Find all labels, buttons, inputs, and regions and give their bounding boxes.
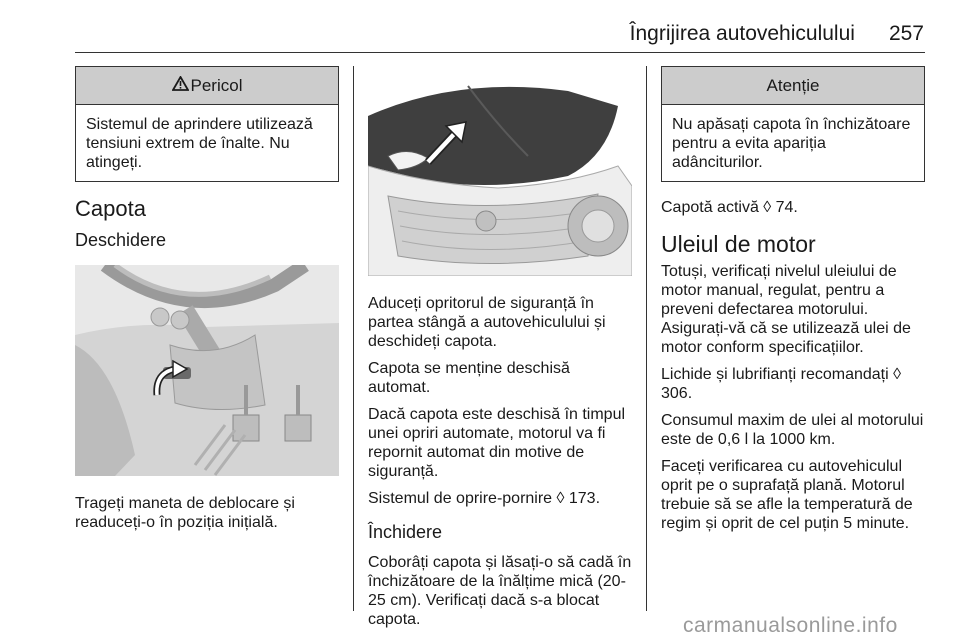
warning-triangle-icon (172, 76, 189, 96)
caution-box-title: Atenție (662, 67, 924, 105)
page-number: 257 (888, 22, 924, 45)
danger-box-body: Sistemul de aprindere utilizează tensiuni extrem de înalte. Nu atingeți. (86, 116, 313, 171)
paragraph-hood-held: Capota se menține deschisă automat. (368, 360, 570, 396)
column-1 (75, 66, 339, 540)
page-header (630, 22, 924, 46)
section-title-engine-oil: Uleiul de motor (661, 231, 816, 257)
header-rule (75, 52, 925, 53)
paragraph-open-hood: Aduceți opritorul de siguranță în partea stângă a autovehiculului și deschideți capota. (368, 295, 606, 350)
cross-reference-stop-start: Sistemul de oprire-pornire ◊ 173. (368, 490, 601, 507)
watermark: carmanualsonline.info (683, 614, 898, 637)
danger-box (75, 66, 339, 182)
section-title-capota: Capota (75, 196, 146, 221)
column-2 (368, 66, 632, 637)
danger-box-title: Pericol (76, 67, 338, 105)
subsection-title-inchidere: Închidere (368, 522, 443, 542)
column-3 (661, 66, 925, 541)
column-divider-1 (353, 66, 354, 611)
caution-box (661, 66, 925, 182)
column-divider-2 (646, 66, 647, 611)
hood-open-image (368, 66, 632, 276)
figure1-caption: Trageți maneta de deblocare și readuceți-o în poziția inițială. (75, 495, 295, 531)
paragraph-autostop: Dacă capota este deschisă în timpul unei opriri automate, motorul va fi repornit automat din motive de siguranță. (368, 406, 626, 480)
cross-reference-fluids: Lichide și lubrifianți recomandați ◊ 306. (661, 366, 902, 402)
paragraph-check-oil: Totuși, verificați nivelul uleiului de motor manual, regulat, pentru a preveni defectarea motorului. Asigurați-vă că se utilizează ulei de motor conform specificațiilor. (661, 263, 911, 356)
subsection-title-deschidere: Deschidere (75, 230, 167, 250)
cross-reference-active-hood: Capotă activă ◊ 74. (661, 199, 798, 216)
header-title: Îngrijirea autovehiculului (629, 22, 855, 45)
paragraph-oil-consumption: Consumul maxim de ulei al motorului este de 0,6 l la 1000 km. (661, 412, 924, 448)
hood-release-lever-image (75, 265, 339, 476)
paragraph-close-hood: Coborâți capota și lăsați-o să cadă în închizătoare de la înălțime mică (20-25 cm). Verificați dacă s-a blocat capota. (368, 554, 632, 628)
paragraph-check-conditions: Faceți verificarea cu autovehiculul oprit pe o suprafață plană. Motorul trebuie să se afle la temperatură de regim și oprit de cel puțin 5 minute. (661, 458, 913, 532)
caution-box-body: Nu apăsați capota în închizătoare pentru a evita apariția adânciturilor. (672, 116, 911, 171)
